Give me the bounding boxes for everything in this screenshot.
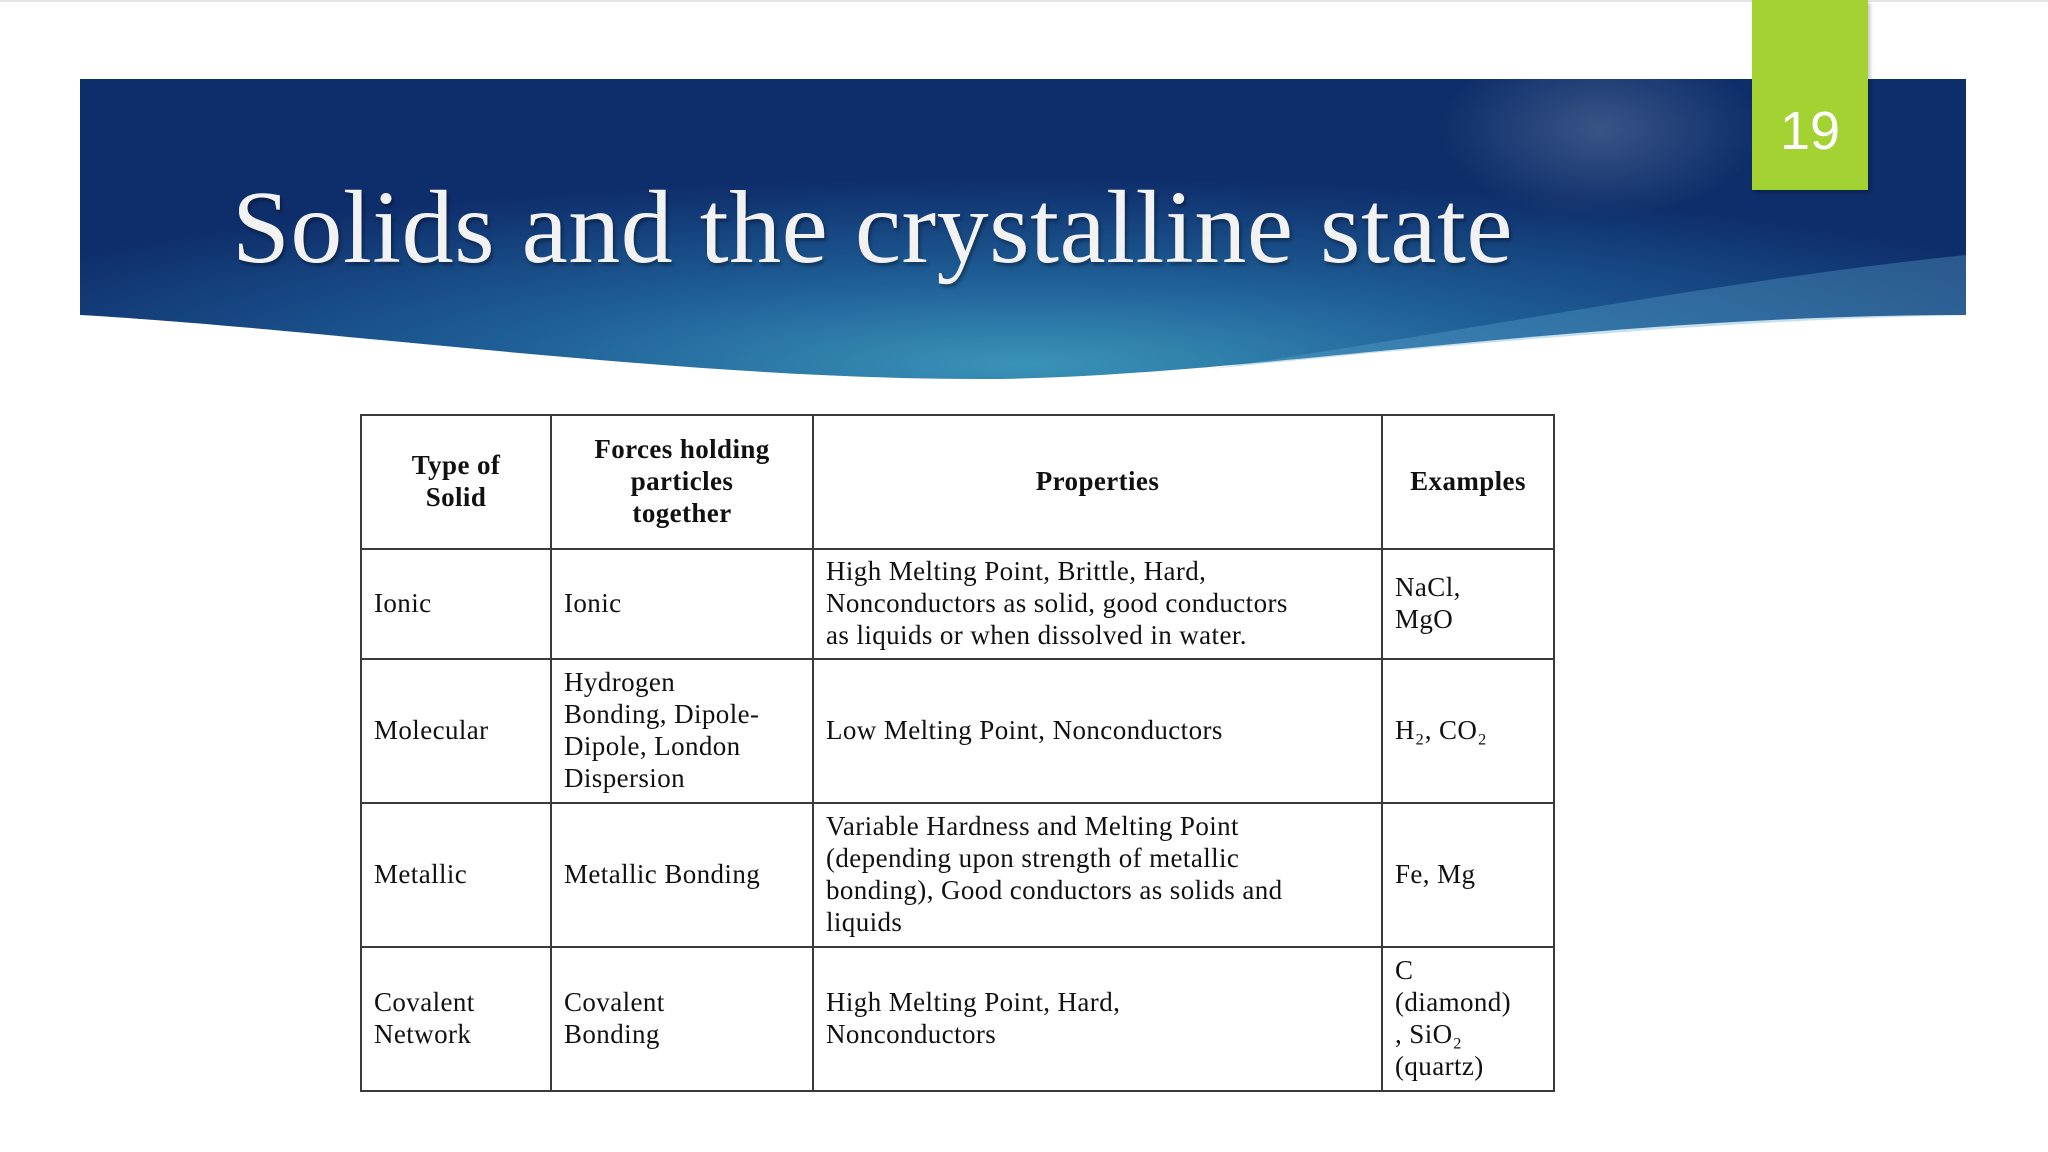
cell-examples: Fe, Mg — [1382, 803, 1554, 947]
table-row — [361, 549, 1554, 659]
cell-forces: Ionic — [551, 549, 813, 659]
header-type-of-solid: Type of Solid — [361, 415, 551, 549]
top-divider — [0, 0, 2048, 2]
cell-examples: C (diamond) , SiO₂ (quartz) — [1382, 947, 1554, 1091]
table-header-row — [361, 415, 1554, 549]
solids-table-container — [360, 414, 1555, 1092]
cell-type: Covalent Network — [361, 947, 551, 1091]
table-row — [361, 803, 1554, 947]
cell-properties: High Melting Point, Brittle, Hard, Nonconductors as solid, good conductors as liquids or when dissolved in water. — [813, 549, 1382, 659]
cell-forces: Hydrogen Bonding, Dipole- Dipole, London Dispersion — [551, 659, 813, 803]
cell-forces: Covalent Bonding — [551, 947, 813, 1091]
cell-type: Metallic — [361, 803, 551, 947]
cell-forces: Metallic Bonding — [551, 803, 813, 947]
cell-properties: High Melting Point, Hard, Nonconductors — [813, 947, 1382, 1091]
header-examples: Examples — [1382, 415, 1554, 549]
cell-properties: Variable Hardness and Melting Point (depending upon strength of metallic bonding), Good conductors as solids and liquids — [813, 803, 1382, 947]
slide-title: Solids and the crystalline state — [232, 170, 1514, 285]
page-number: 19 — [1779, 101, 1841, 161]
cell-properties: Low Melting Point, Nonconductors — [813, 659, 1382, 803]
cell-examples: NaCl, MgO — [1382, 549, 1554, 659]
solids-table — [360, 414, 1555, 1092]
cell-examples: H₂, CO₂ — [1382, 659, 1554, 803]
cell-type: Molecular — [361, 659, 551, 803]
page-number-badge — [1752, 0, 1868, 190]
cell-type: Ionic — [361, 549, 551, 659]
header-forces: Forces holding particles together — [551, 415, 813, 549]
table-row — [361, 947, 1554, 1091]
table-row — [361, 659, 1554, 803]
header-properties: Properties — [813, 415, 1382, 549]
